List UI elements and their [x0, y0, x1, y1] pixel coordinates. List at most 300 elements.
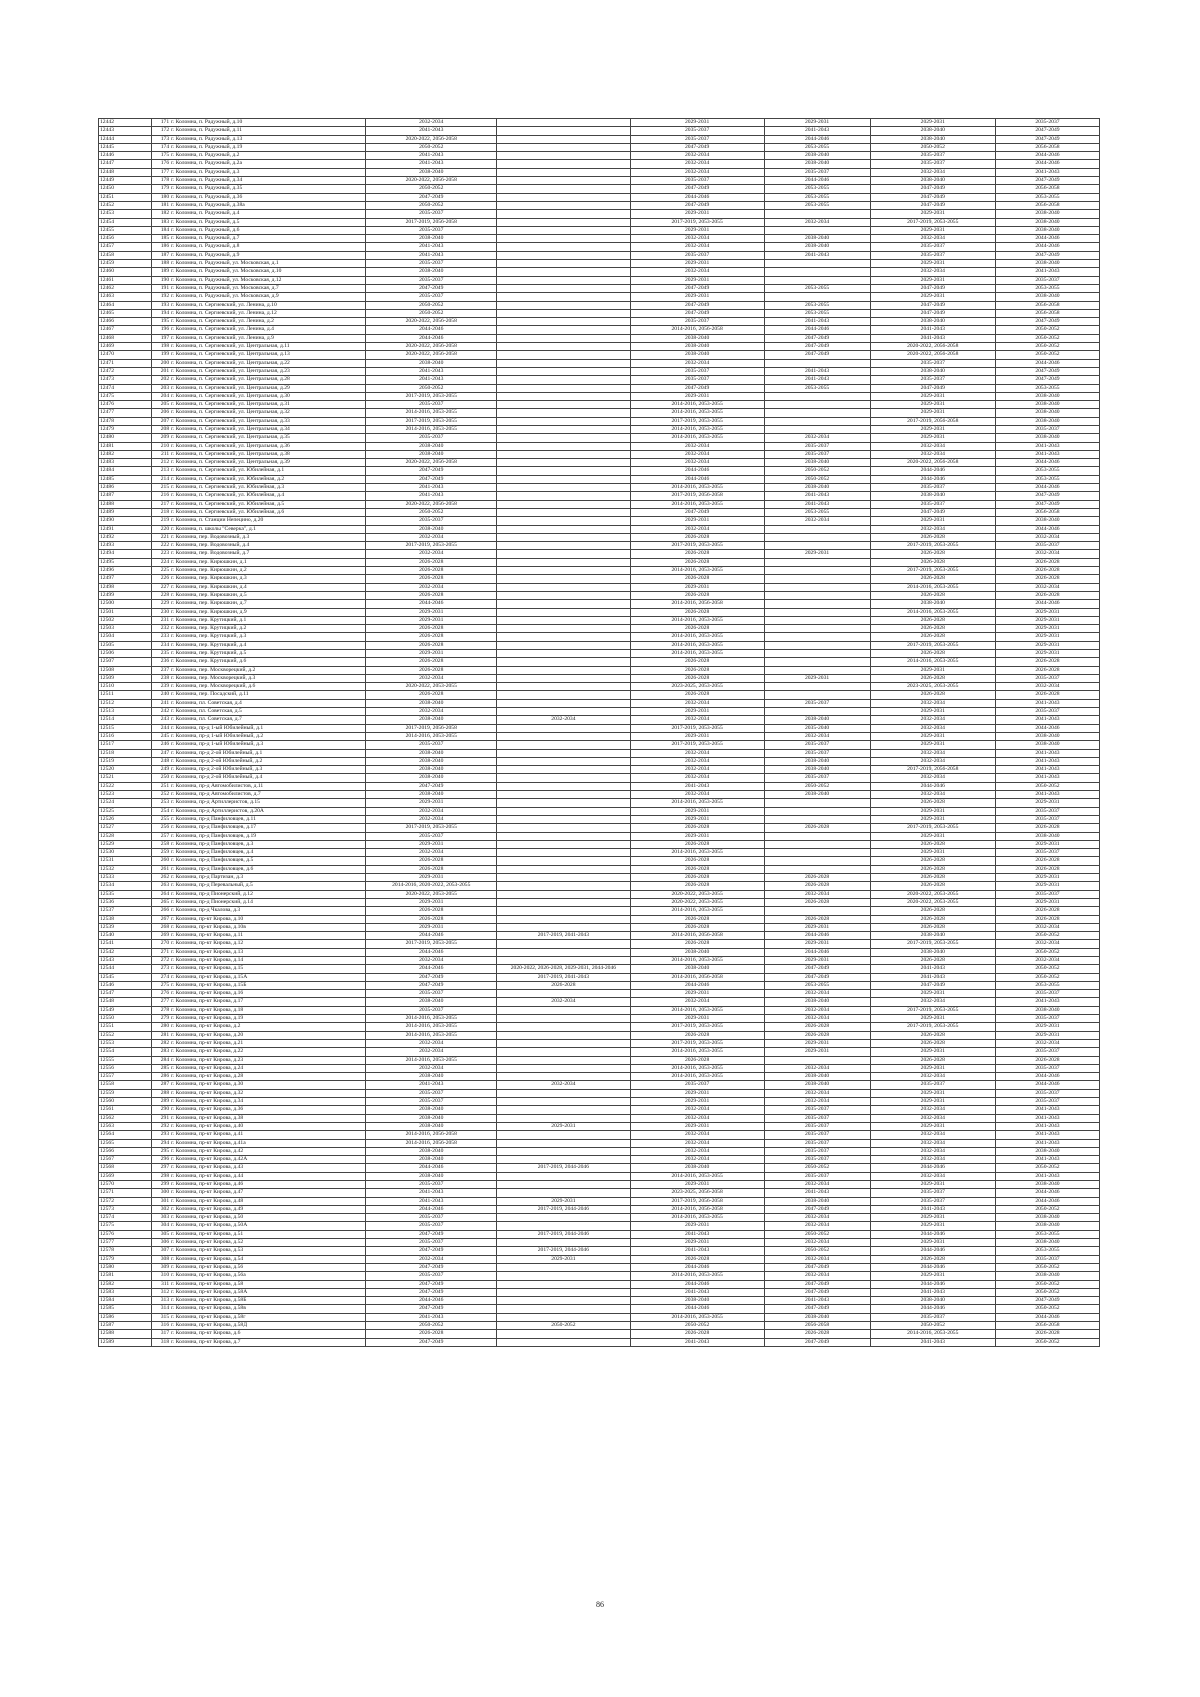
- period-cell-2: [497, 500, 631, 508]
- period-cell-3: 2035-2037: [630, 251, 764, 259]
- period-cell-6: 2026-2028: [995, 865, 1099, 873]
- period-cell-3: 2026-2028: [630, 691, 764, 699]
- period-cell-6: 2056-2058: [995, 201, 1099, 209]
- period-cell-4: [764, 600, 870, 608]
- period-cell-2: [497, 1114, 631, 1122]
- period-cell-6: 2044-2046: [995, 1073, 1099, 1081]
- period-cell-5: 2035-2037: [870, 484, 995, 492]
- period-cell-3: 2041-2043: [630, 1288, 764, 1296]
- table-row: [99, 575, 1100, 583]
- period-cell-6: 2038-2040: [995, 1222, 1099, 1230]
- table-row: [99, 260, 1100, 268]
- address-cell: г. Коломна, пер. Водовозный, д.7: [170, 550, 366, 558]
- period-cell-6: 2035-2037: [995, 890, 1099, 898]
- row-id-cell: 12573: [99, 1205, 152, 1213]
- row-number-cell: 262: [152, 874, 171, 882]
- row-number-cell: 283: [152, 1048, 171, 1056]
- table-row: [99, 293, 1100, 301]
- period-cell-6: 2041-2043: [995, 774, 1099, 782]
- period-cell-4: 2032-2034: [764, 1006, 870, 1014]
- period-cell-2: [497, 923, 631, 931]
- row-id-cell: 12570: [99, 1181, 152, 1189]
- row-id-cell: 12500: [99, 600, 152, 608]
- period-cell-3: 2041-2043: [630, 1230, 764, 1238]
- period-cell-5: 2032-2034: [870, 774, 995, 782]
- address-cell: г. Коломна, пр-д Чкалова, д.3: [170, 907, 366, 915]
- period-cell-3: 2026-2028: [630, 658, 764, 666]
- period-cell-6: 2029-2031: [995, 874, 1099, 882]
- period-cell-1: 2035-2037: [366, 741, 497, 749]
- row-number-cell: 303: [152, 1214, 171, 1222]
- period-cell-6: 2029-2031: [995, 898, 1099, 906]
- period-cell-1: 2032-2034: [366, 119, 497, 127]
- table-row: [99, 799, 1100, 807]
- table-row: [99, 633, 1100, 641]
- period-cell-3: 2029-2031: [630, 119, 764, 127]
- row-number-cell: 277: [152, 998, 171, 1006]
- period-cell-1: 2035-2037: [366, 1272, 497, 1280]
- row-number-cell: 281: [152, 1031, 171, 1039]
- period-cell-3: 2029-2031: [630, 708, 764, 716]
- period-cell-1: 2032-2034: [366, 533, 497, 541]
- row-id-cell: 12484: [99, 467, 152, 475]
- row-id-cell: 12531: [99, 857, 152, 865]
- period-cell-3: 2041-2043: [630, 1338, 764, 1346]
- period-cell-5: 2026-2028: [870, 1031, 995, 1039]
- table-row: [99, 1114, 1100, 1122]
- row-number-cell: 246: [152, 741, 171, 749]
- period-cell-5: 2032-2034: [870, 450, 995, 458]
- address-cell: г. Коломна, пр-д 2-ой Юбилейный, д.4: [170, 774, 366, 782]
- period-cell-5: 2032-2034: [870, 1131, 995, 1139]
- period-cell-4: [764, 417, 870, 425]
- period-cell-2: [497, 425, 631, 433]
- period-cell-5: 2029-2031: [870, 1048, 995, 1056]
- period-cell-2: [497, 815, 631, 823]
- row-number-cell: 185: [152, 235, 171, 243]
- period-cell-2: [497, 915, 631, 923]
- period-cell-5: 2038-2040: [870, 318, 995, 326]
- table-row: [99, 600, 1100, 608]
- period-cell-5: 2029-2031: [870, 832, 995, 840]
- address-cell: г. Коломна, пер. Кирюшкин, д.9: [170, 608, 366, 616]
- period-cell-2: [497, 201, 631, 209]
- row-number-cell: 212: [152, 459, 171, 467]
- period-cell-6: 2038-2040: [995, 1147, 1099, 1155]
- row-id-cell: 12491: [99, 525, 152, 533]
- period-cell-3: 2029-2031: [630, 815, 764, 823]
- address-cell: г. Коломна, пр-кт Кирова, д.48: [170, 1197, 366, 1205]
- address-cell: г. Коломна, п. Сергиевский, ул. Ленина, д.2: [170, 318, 366, 326]
- period-cell-3: 2029-2031: [630, 210, 764, 218]
- row-number-cell: 188: [152, 260, 171, 268]
- period-cell-4: 2047-2049: [764, 1205, 870, 1213]
- period-cell-6: 2050-2052: [995, 1338, 1099, 1346]
- period-cell-2: [497, 857, 631, 865]
- period-cell-6: 2056-2058: [995, 143, 1099, 151]
- table-row: [99, 1039, 1100, 1047]
- period-cell-1: 2017-2019, 2056-2058: [366, 724, 497, 732]
- row-id-cell: 12510: [99, 683, 152, 691]
- period-cell-1: 2020-2022, 2056-2058: [366, 343, 497, 351]
- period-cell-4: 2053-2055: [764, 301, 870, 309]
- period-cell-3: 2032-2034: [630, 998, 764, 1006]
- table-row: [99, 724, 1100, 732]
- period-cell-2: [497, 782, 631, 790]
- period-cell-6: 2050-2052: [995, 351, 1099, 359]
- row-number-cell: 241: [152, 699, 171, 707]
- row-number-cell: 295: [152, 1147, 171, 1155]
- period-cell-4: 2038-2040: [764, 235, 870, 243]
- row-id-cell: 12469: [99, 343, 152, 351]
- period-cell-4: 2035-2037: [764, 1131, 870, 1139]
- address-cell: г. Коломна, пр-кт Кирова, д.50: [170, 1214, 366, 1222]
- period-cell-3: 2014-2016, 2053-2055: [630, 1064, 764, 1072]
- period-cell-4: 2026-2028: [764, 874, 870, 882]
- table-row: [99, 1056, 1100, 1064]
- period-cell-5: 2029-2031: [870, 1239, 995, 1247]
- period-cell-3: 2038-2040: [630, 351, 764, 359]
- address-cell: г. Коломна, пр-кт Кирова, д.58Б: [170, 1297, 366, 1305]
- row-id-cell: 12536: [99, 898, 152, 906]
- period-cell-5: 2047-2049: [870, 309, 995, 317]
- period-cell-3: 2029-2031: [630, 276, 764, 284]
- period-cell-1: 2050-2052: [366, 201, 497, 209]
- row-number-cell: 253: [152, 799, 171, 807]
- row-id-cell: 12507: [99, 658, 152, 666]
- row-number-cell: 296: [152, 1156, 171, 1164]
- row-number-cell: 190: [152, 276, 171, 284]
- period-cell-6: 2029-2031: [995, 625, 1099, 633]
- period-cell-5: 2044-2046: [870, 1305, 995, 1313]
- period-cell-6: 2041-2043: [995, 1106, 1099, 1114]
- period-cell-5: 2029-2031: [870, 434, 995, 442]
- period-cell-5: 2029-2031: [870, 1015, 995, 1023]
- period-cell-1: 2041-2043: [366, 484, 497, 492]
- period-cell-2: [497, 376, 631, 384]
- period-cell-1: 2014-2016, 2053-2055: [366, 409, 497, 417]
- address-cell: г. Коломна, п. Сергиевский, ул. Юбилейная, д.5: [170, 500, 366, 508]
- address-cell: г. Коломна, п. Радужный, д.8: [170, 243, 366, 251]
- period-cell-5: 2035-2037: [870, 376, 995, 384]
- period-cell-5: 2032-2034: [870, 1106, 995, 1114]
- period-cell-5: 2029-2031: [870, 849, 995, 857]
- row-id-cell: 12559: [99, 1089, 152, 1097]
- period-cell-4: 2053-2055: [764, 193, 870, 201]
- period-cell-3: 2017-2019, 2053-2055: [630, 1039, 764, 1047]
- row-number-cell: 259: [152, 849, 171, 857]
- row-number-cell: 312: [152, 1288, 171, 1296]
- period-cell-2: [497, 1305, 631, 1313]
- period-cell-2: [497, 293, 631, 301]
- row-number-cell: 276: [152, 990, 171, 998]
- period-cell-2: [497, 160, 631, 168]
- period-cell-4: 2041-2043: [764, 367, 870, 375]
- period-cell-2: [497, 343, 631, 351]
- row-id-cell: 12508: [99, 666, 152, 674]
- period-cell-3: 2032-2034: [630, 243, 764, 251]
- row-number-cell: 269: [152, 932, 171, 940]
- period-cell-1: 2032-2034: [366, 815, 497, 823]
- period-cell-6: 2038-2040: [995, 417, 1099, 425]
- period-cell-3: 2029-2031: [630, 732, 764, 740]
- table-row: [99, 177, 1100, 185]
- address-cell: г. Коломна, п. Сергиевский, ул. Юбилейная, д.6: [170, 508, 366, 516]
- row-number-cell: 195: [152, 318, 171, 326]
- period-cell-4: 2047-2049: [764, 1263, 870, 1271]
- period-cell-5: 2017-2019, 2053-2055: [870, 824, 995, 832]
- address-cell: г. Коломна, пер. Водовозный, д.4: [170, 542, 366, 550]
- period-cell-3: 2032-2034: [630, 1106, 764, 1114]
- table-row: [99, 591, 1100, 599]
- period-cell-1: 2050-2052: [366, 508, 497, 516]
- period-cell-1: 2026-2028: [366, 558, 497, 566]
- table-row: [99, 732, 1100, 740]
- period-cell-4: 2035-2037: [764, 1147, 870, 1155]
- period-cell-5: 2038-2040: [870, 1297, 995, 1305]
- row-number-cell: 297: [152, 1164, 171, 1172]
- address-cell: г. Коломна, пр-кт Кирова, д.46: [170, 1181, 366, 1189]
- period-cell-1: 2035-2037: [366, 1222, 497, 1230]
- table-row: [99, 932, 1100, 940]
- period-cell-4: 2035-2037: [764, 1156, 870, 1164]
- period-cell-5: 2026-2028: [870, 650, 995, 658]
- period-cell-1: 2014-2016, 2020-2022, 2053-2055: [366, 882, 497, 890]
- row-number-cell: 172: [152, 127, 171, 135]
- period-cell-1: 2038-2040: [366, 442, 497, 450]
- period-cell-5: 2029-2031: [870, 1122, 995, 1130]
- period-cell-4: 2041-2043: [764, 318, 870, 326]
- period-cell-2: [497, 508, 631, 516]
- period-cell-4: 2029-2031: [764, 1048, 870, 1056]
- period-cell-3: 2032-2034: [630, 1114, 764, 1122]
- period-cell-2: [497, 608, 631, 616]
- row-number-cell: 286: [152, 1073, 171, 1081]
- period-cell-2: [497, 268, 631, 276]
- period-cell-5: 2029-2031: [870, 425, 995, 433]
- period-cell-5: 2026-2028: [870, 840, 995, 848]
- row-id-cell: 12543: [99, 956, 152, 964]
- row-id-cell: 12488: [99, 500, 152, 508]
- table-row: [99, 1081, 1100, 1089]
- period-cell-3: 2017-2019, 2053-2055: [630, 417, 764, 425]
- row-number-cell: 242: [152, 708, 171, 716]
- row-id-cell: 12568: [99, 1164, 152, 1172]
- row-id-cell: 12563: [99, 1122, 152, 1130]
- row-number-cell: 237: [152, 666, 171, 674]
- period-cell-5: 2047-2049: [870, 201, 995, 209]
- period-cell-2: [497, 434, 631, 442]
- period-cell-2: [497, 1239, 631, 1247]
- period-cell-3: 2014-2016, 2053-2055: [630, 409, 764, 417]
- period-cell-6: 2032-2034: [995, 956, 1099, 964]
- period-cell-3: 2014-2016, 2053-2055: [630, 1006, 764, 1014]
- period-cell-6: 2041-2043: [995, 1114, 1099, 1122]
- period-cell-1: 2050-2052: [366, 185, 497, 193]
- row-id-cell: 12486: [99, 484, 152, 492]
- row-number-cell: 254: [152, 807, 171, 815]
- period-cell-3: 2017-2019, 2053-2055: [630, 542, 764, 550]
- row-number-cell: 294: [152, 1139, 171, 1147]
- period-cell-3: 2038-2040: [630, 343, 764, 351]
- period-cell-4: 2029-2031: [764, 940, 870, 948]
- period-cell-2: [497, 849, 631, 857]
- address-cell: г. Коломна, п. Сергиевский, ул. Юбилейная, д.2: [170, 475, 366, 483]
- period-cell-5: 2038-2040: [870, 135, 995, 143]
- row-id-cell: 12540: [99, 932, 152, 940]
- period-cell-3: 2029-2031: [630, 1098, 764, 1106]
- address-cell: г. Коломна, пр-д Панфиловцев, д.6: [170, 865, 366, 873]
- period-cell-5: 2026-2028: [870, 907, 995, 915]
- period-cell-3: 2035-2037: [630, 376, 764, 384]
- period-cell-5: 2026-2028: [870, 882, 995, 890]
- period-cell-4: [764, 293, 870, 301]
- period-cell-1: 2038-2040: [366, 1122, 497, 1130]
- period-cell-1: 2047-2049: [366, 981, 497, 989]
- table-row: [99, 243, 1100, 251]
- period-cell-1: 2032-2034: [366, 708, 497, 716]
- table-row: [99, 882, 1100, 890]
- period-cell-6: 2032-2034: [995, 533, 1099, 541]
- period-cell-4: [764, 832, 870, 840]
- period-cell-5: 2029-2031: [870, 741, 995, 749]
- table-row: [99, 625, 1100, 633]
- period-cell-5: 2020-2022, 2056-2058: [870, 343, 995, 351]
- period-cell-5: 2035-2037: [870, 243, 995, 251]
- period-cell-2: [497, 940, 631, 948]
- period-cell-1: 2017-2019, 2056-2058: [366, 218, 497, 226]
- row-number-cell: 270: [152, 940, 171, 948]
- period-cell-1: 2035-2037: [366, 434, 497, 442]
- period-cell-1: 2020-2022, 2056-2058: [366, 500, 497, 508]
- period-cell-2: 2050-2052: [497, 1322, 631, 1330]
- row-number-cell: 208: [152, 425, 171, 433]
- period-cell-4: [764, 849, 870, 857]
- period-cell-5: 2029-2031: [870, 293, 995, 301]
- address-cell: г. Коломна, пр-кт Кирова, д.15: [170, 965, 366, 973]
- table-row: [99, 384, 1100, 392]
- period-cell-2: 2029-2031: [497, 1122, 631, 1130]
- period-cell-2: [497, 774, 631, 782]
- period-cell-5: 2035-2037: [870, 152, 995, 160]
- table-row: [99, 990, 1100, 998]
- period-cell-4: [764, 359, 870, 367]
- period-cell-1: 2032-2034: [366, 550, 497, 558]
- period-cell-2: [497, 450, 631, 458]
- period-cell-6: 2038-2040: [995, 434, 1099, 442]
- table-row: [99, 401, 1100, 409]
- period-cell-1: 2014-2016, 2053-2055: [366, 1015, 497, 1023]
- period-cell-4: 2047-2049: [764, 334, 870, 342]
- period-cell-1: 2047-2049: [366, 284, 497, 292]
- period-cell-6: 2044-2046: [995, 359, 1099, 367]
- period-cell-4: 2038-2040: [764, 1197, 870, 1205]
- period-cell-5: 2020-2022, 2056-2058: [870, 459, 995, 467]
- period-cell-2: [497, 1297, 631, 1305]
- period-cell-6: 2041-2043: [995, 1139, 1099, 1147]
- row-id-cell: 12579: [99, 1255, 152, 1263]
- period-cell-3: 2014-2016, 2053-2055: [630, 633, 764, 641]
- period-cell-5: 2047-2049: [870, 508, 995, 516]
- period-cell-3: 2026-2028: [630, 857, 764, 865]
- period-cell-2: [497, 625, 631, 633]
- address-cell: г. Коломна, пр-д Панфиловцев, д.19: [170, 832, 366, 840]
- period-cell-5: 2026-2028: [870, 799, 995, 807]
- period-cell-6: 2038-2040: [995, 732, 1099, 740]
- address-cell: г. Коломна, пр-д Автомобилистов, д.7: [170, 791, 366, 799]
- period-cell-4: 2032-2034: [764, 890, 870, 898]
- period-cell-3: 2038-2040: [630, 965, 764, 973]
- period-cell-1: 2032-2034: [366, 849, 497, 857]
- period-cell-1: 2032-2034: [366, 583, 497, 591]
- period-cell-1: 2050-2052: [366, 384, 497, 392]
- period-cell-2: [497, 1172, 631, 1180]
- row-id-cell: 12581: [99, 1272, 152, 1280]
- period-cell-4: [764, 210, 870, 218]
- address-cell: г. Коломна, пр-кт Кирова, д.6: [170, 1330, 366, 1338]
- table-row: [99, 832, 1100, 840]
- period-cell-5: 2032-2034: [870, 1147, 995, 1155]
- period-cell-1: 2026-2028: [366, 633, 497, 641]
- address-cell: г. Коломна, пр-кт Кирова, д.43: [170, 1164, 366, 1172]
- period-cell-6: 2050-2052: [995, 343, 1099, 351]
- row-id-cell: 12511: [99, 691, 152, 699]
- period-cell-2: [497, 1338, 631, 1346]
- period-cell-6: 2038-2040: [995, 517, 1099, 525]
- period-cell-4: 2050-2052: [764, 1230, 870, 1238]
- period-cell-6: 2041-2043: [995, 268, 1099, 276]
- period-cell-5: 2044-2046: [870, 467, 995, 475]
- period-cell-1: 2029-2031: [366, 874, 497, 882]
- period-cell-5: 2032-2034: [870, 1172, 995, 1180]
- period-cell-5: 2029-2031: [870, 1222, 995, 1230]
- period-cell-1: 2041-2043: [366, 1197, 497, 1205]
- table-row: [99, 691, 1100, 699]
- table-row: [99, 1073, 1100, 1081]
- period-cell-2: [497, 210, 631, 218]
- period-cell-3: 2035-2037: [630, 318, 764, 326]
- row-number-cell: 173: [152, 135, 171, 143]
- period-cell-6: 2035-2037: [995, 1064, 1099, 1072]
- period-cell-4: 2047-2049: [764, 351, 870, 359]
- period-cell-6: 2035-2037: [995, 1015, 1099, 1023]
- address-cell: г. Коломна, п. Сергиевский, ул. Центральная, д.36: [170, 442, 366, 450]
- period-cell-4: [764, 907, 870, 915]
- period-cell-6: 2038-2040: [995, 260, 1099, 268]
- row-id-cell: 12560: [99, 1098, 152, 1106]
- row-number-cell: 307: [152, 1247, 171, 1255]
- table-row: [99, 907, 1100, 915]
- period-cell-2: 2017-2019, 2044-2046: [497, 1205, 631, 1213]
- period-cell-3: 2029-2031: [630, 583, 764, 591]
- row-id-cell: 12586: [99, 1313, 152, 1321]
- period-cell-4: 2032-2034: [764, 517, 870, 525]
- row-id-cell: 12443: [99, 127, 152, 135]
- period-cell-6: 2038-2040: [995, 1214, 1099, 1222]
- address-cell: г. Коломна, п. Сергиевский, ул. Центральная, д.11: [170, 343, 366, 351]
- row-id-cell: 12495: [99, 558, 152, 566]
- period-cell-2: [497, 699, 631, 707]
- period-cell-3: 2032-2034: [630, 757, 764, 765]
- period-cell-5: 2035-2037: [870, 1197, 995, 1205]
- period-cell-4: 2029-2031: [764, 550, 870, 558]
- period-cell-5: 2029-2031: [870, 807, 995, 815]
- period-cell-1: 2029-2031: [366, 840, 497, 848]
- period-cell-3: 2029-2031: [630, 1222, 764, 1230]
- table-row: [99, 857, 1100, 865]
- period-cell-5: 2017-2019, 2053-2055: [870, 641, 995, 649]
- address-cell: г. Коломна, пр-кт Кирова, д.58Д: [170, 1322, 366, 1330]
